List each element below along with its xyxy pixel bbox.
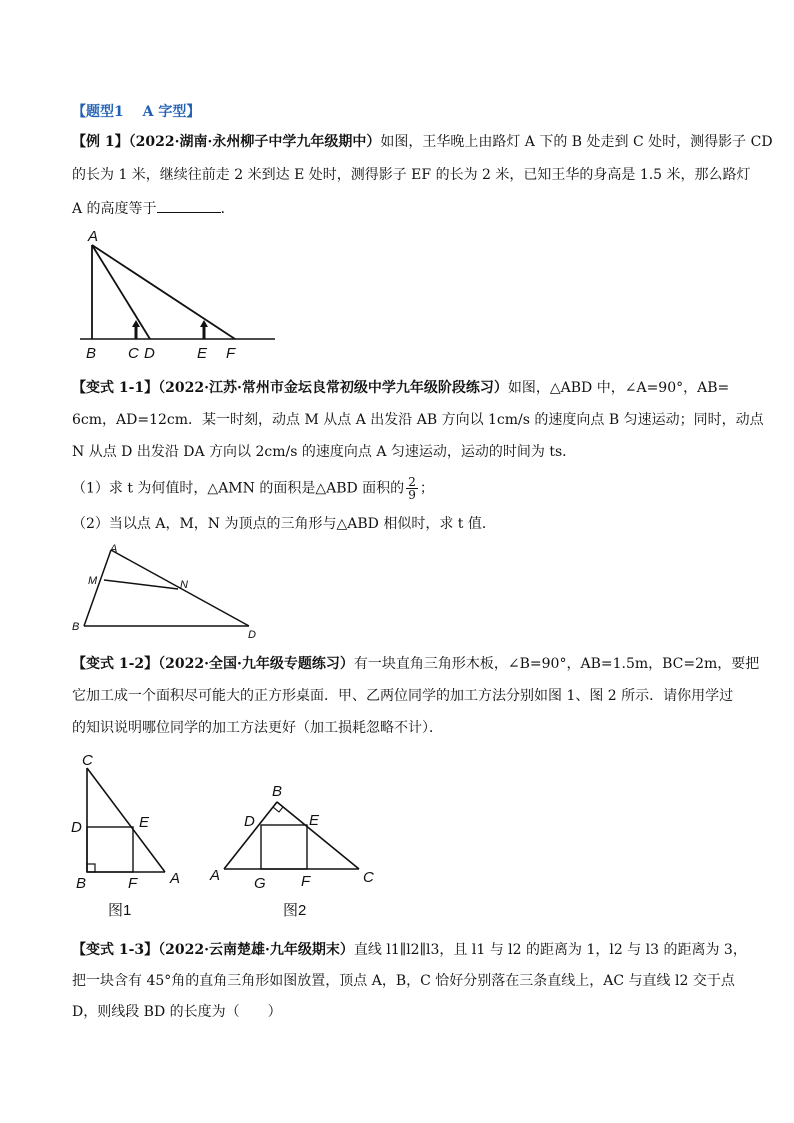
fig2-label-A: A (210, 867, 221, 884)
variant1-2-text1: 有一块直角三角形木板，∠B=90°，AB=1.5m，BC=2m，要把 (353, 656, 760, 672)
fig2-label-B: B (272, 783, 283, 800)
fig-label-C: C (128, 345, 139, 362)
variant1-1-line2: 6cm，AD=12cm．某一时刻，动点 M 从点 A 出发沿 AB 方向以 1cm/s 的速度向点 B 匀速运动；同时，动点 (72, 412, 764, 428)
variant1-3-line1 (72, 940, 747, 960)
fig-label-F: F (226, 345, 236, 362)
variant1-1-line1 (72, 378, 732, 398)
fig-label-D: D (248, 629, 256, 641)
variant1-3-line3: D，则线段 BD 的长度为（ ） (72, 1004, 282, 1020)
variant1-3-text1: 直线 l1∥l2∥l3，且 l1 与 l2 的距离为 1，l2 与 l3 的距离为 3， (353, 942, 747, 958)
fig1-label-F: F (128, 875, 138, 892)
variant1-3-tag: 【变式 1-3】 (72, 942, 159, 958)
fig1-label-B: B (76, 875, 87, 892)
example1-line2: 的长为 1 米，继续往前走 2 米到达 E 处时，测得影子 EF 的长为 2 米，已知王华的身高是 1.5 米，那么路灯 (72, 167, 751, 183)
fig-label-E: E (197, 345, 208, 362)
fig-label-D: D (144, 345, 155, 362)
example1-figure (80, 228, 280, 363)
section-heading: 【题型1 A 字型】 (72, 104, 201, 120)
variant1-1-figure (70, 540, 270, 640)
fig-label-A: A (110, 543, 118, 555)
fig-label-A: A (88, 228, 99, 245)
example1-source: （2022·湖南·永州柳子中学九年级期中） (128, 134, 381, 150)
example1-text1: 如图，王华晚上由路灯 A 下的 B 处走到 C 处时，测得影子 CD (380, 134, 773, 150)
variant1-1-source: （2022·江苏·常州市金坛良常初级中学九年级阶段练习） (158, 380, 508, 396)
example1-line1 (72, 132, 773, 152)
fig1-label-E: E (139, 814, 150, 831)
variant1-2-source: （2022·全国·九年级专题练习） (158, 656, 354, 672)
fig2-label-G: G (254, 875, 266, 892)
variant1-2-line1 (72, 654, 760, 674)
variant1-1-question1 (72, 476, 732, 501)
fig-label-M: M (88, 575, 98, 587)
variant1-2-line3: 的知识说明哪位同学的加工方法更好（加工损耗忽略不计）． (72, 720, 443, 736)
question1-text: （1）求 t 为何值时，△AMN 的面积是△ABD 面积的 (72, 480, 405, 497)
fig2-label-F: F (301, 873, 311, 890)
fig2-label-D: D (244, 813, 255, 830)
fig2-label-C: C (363, 869, 374, 886)
variant1-3-line2: 把一块含有 45°角的直角三角形如图放置，顶点 A，B，C 恰好分别落在三条直线上，AC 与直线 l2 交于点 (72, 973, 735, 989)
variant1-2-tag: 【变式 1-2】 (72, 656, 159, 672)
fig1-label-C: C (82, 752, 93, 769)
figure1-caption: 图1 (108, 902, 132, 919)
example1-tag: 【例 1】 (72, 134, 129, 150)
fig-label-B: B (72, 621, 80, 633)
fig2-label-E: E (309, 812, 320, 829)
variant1-1-line3: N 从点 D 出发沿 DA 方向以 2cm/s 的速度向点 A 匀速运动，运动的时间为 ts． (72, 444, 577, 460)
fig1-label-A: A (170, 870, 181, 887)
fig-label-B: B (86, 345, 97, 362)
variant1-1-tag: 【变式 1-1】 (72, 380, 159, 396)
fig1-label-D: D (71, 819, 82, 836)
variant1-2-figure2 (210, 745, 390, 920)
variant1-2-line2: 它加工成一个面积尽可能大的正方形桌面．甲、乙两位同学的加工方法分别如图 1、图 2 所示．请你用学过 (72, 688, 734, 704)
fig-label-N: N (180, 579, 188, 591)
answer-blank (157, 198, 221, 213)
fraction-denominator: 9 (408, 488, 416, 502)
variant1-1-text1: 如图，△ABD 中，∠A=90°，AB= (507, 380, 730, 396)
variant1-3-source: （2022·云南楚雄·九年级期末） (158, 942, 354, 958)
variant1-1-question2: （2）当以点 A，M，N 为顶点的三角形与△ABD 相似时，求 t 值． (72, 516, 496, 532)
variant1-2-figure1 (70, 745, 190, 920)
example1-text3: A 的高度等于 (72, 201, 157, 217)
fraction-numerator: 2 (408, 475, 416, 489)
example1-period: ． (220, 201, 235, 217)
question1-end: ； (419, 480, 434, 497)
figure2-caption: 图2 (283, 902, 307, 919)
example1-line3 (72, 198, 732, 219)
fraction-two-ninths (406, 476, 418, 501)
